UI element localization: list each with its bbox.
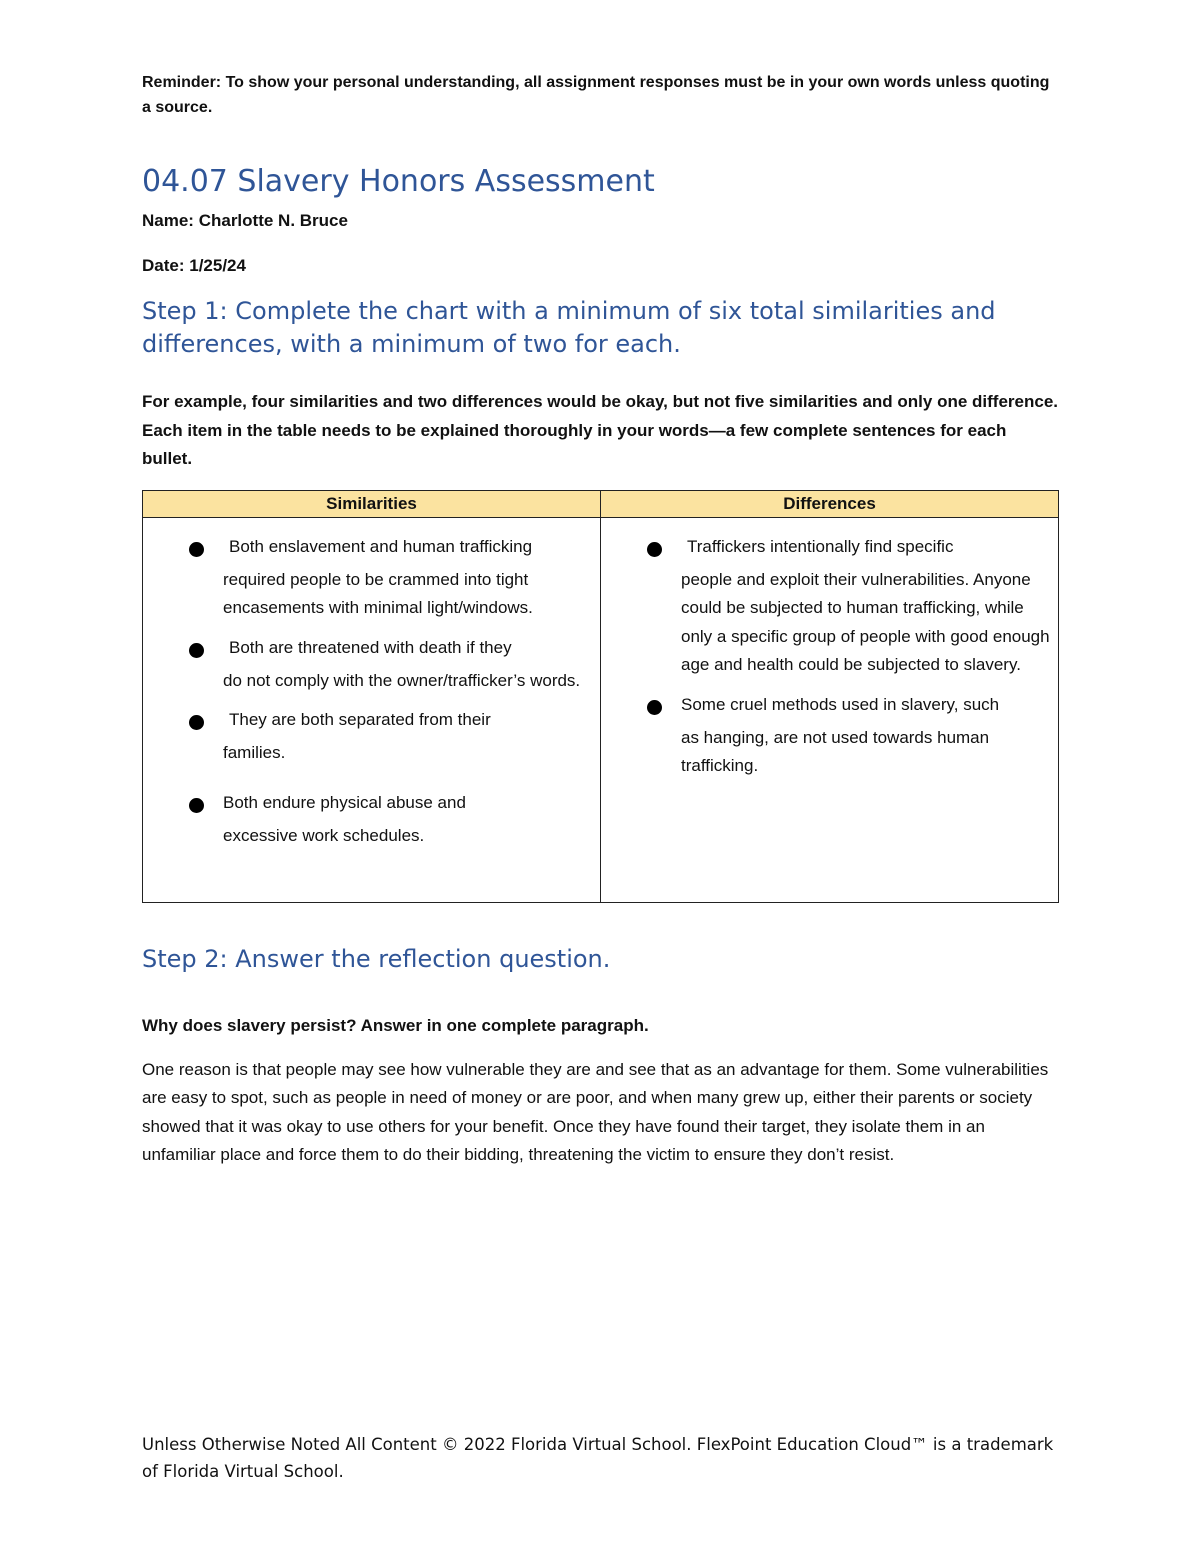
page-title: 04.07 Slavery Honors Assessment: [142, 164, 655, 199]
name-label: Name:: [142, 211, 194, 230]
comparison-table: [142, 490, 1059, 903]
bullet-icon: [189, 715, 204, 730]
item-first-line: They are both separated from their: [229, 710, 491, 729]
list-item: [143, 705, 600, 768]
similarities-list: [143, 532, 600, 851]
list-item: [143, 788, 600, 851]
bullet-icon: [189, 798, 204, 813]
differences-list: [601, 532, 1058, 781]
list-item: [143, 532, 600, 623]
list-item: [143, 633, 600, 696]
item-first-line: Both enslavement and human trafficking: [229, 536, 533, 556]
item-first-line: Both endure physical abuse and: [223, 792, 466, 812]
copyright-footer: Unless Otherwise Noted All Content © 2022 Florida Virtual School. FlexPoint Education Cloud™ is a trademark of Florida Virtual School.: [142, 1435, 1054, 1481]
bullet-icon: [189, 542, 204, 557]
list-item: [601, 690, 1058, 781]
name-line: [142, 210, 1058, 232]
date-line: [142, 255, 1058, 277]
item-first-line: Traffickers intentionally find specific: [687, 536, 954, 556]
bullet-icon: [647, 542, 662, 557]
list-item: [601, 532, 1058, 680]
step1-instructions: For example, four similarities and two differences would be okay, but not five similarities and only one difference. Each item in the table needs to be explained thoroughly in your words—a few complete sentences for each bullet.: [142, 392, 1058, 468]
reminder-text: To show your personal understanding, all assignment responses must be in your own words unless quoting a source.: [142, 74, 1050, 116]
date-value: 1/25/24: [189, 256, 246, 275]
similarities-header: Similarities: [143, 490, 601, 517]
item-first-line: Some cruel methods used in slavery, such: [681, 694, 1000, 714]
reflection-answer: One reason is that people may see how vulnerable they are and see that as an advantage for them. Some vulnerabilities are easy to spot, such as people in need of money or are poor, and when many grew up, either their parents or society showed that it was okay to use others for your benefit. Once they have found their target, they isolate them in an unfamiliar place and force them to do their bidding, threatening the victim to ensure they don’t resist.: [142, 1059, 1049, 1164]
item-rest: people and exploit their vulnerabilities. Anyone could be subjected to human trafficking, while only a specific group of people with good enough age and health could be subjected to slavery.: [681, 569, 1050, 674]
item-rest: excessive work schedules.: [223, 825, 425, 845]
date-label: Date:: [142, 256, 185, 275]
bullet-icon: [189, 643, 204, 658]
differences-header: Differences: [601, 490, 1059, 517]
name-value: Charlotte N. Bruce: [198, 211, 348, 230]
reflection-question: Why does slavery persist? Answer in one complete paragraph.: [142, 1015, 649, 1035]
item-rest: families.: [223, 743, 286, 762]
reminder-label: Reminder:: [142, 74, 222, 91]
item-first-line: Both are threatened with death if they: [229, 637, 512, 657]
bullet-icon: [647, 700, 662, 715]
reminder-note: [142, 70, 1058, 120]
differences-cell: [601, 517, 1059, 902]
step1-heading: Step 1: Complete the chart with a minimum of six total similarities and differences, with a minimum of two for each.: [142, 297, 996, 358]
item-rest: as hanging, are not used towards human trafficking.: [681, 727, 990, 775]
item-rest: required people to be crammed into tight encasements with minimal light/windows.: [223, 569, 533, 617]
similarities-cell: [143, 517, 601, 902]
document-page: [142, 70, 1058, 1170]
item-rest: do not comply with the owner/trafficker’s words.: [223, 670, 581, 690]
step2-heading: Step 2: Answer the reflection question.: [142, 944, 611, 973]
